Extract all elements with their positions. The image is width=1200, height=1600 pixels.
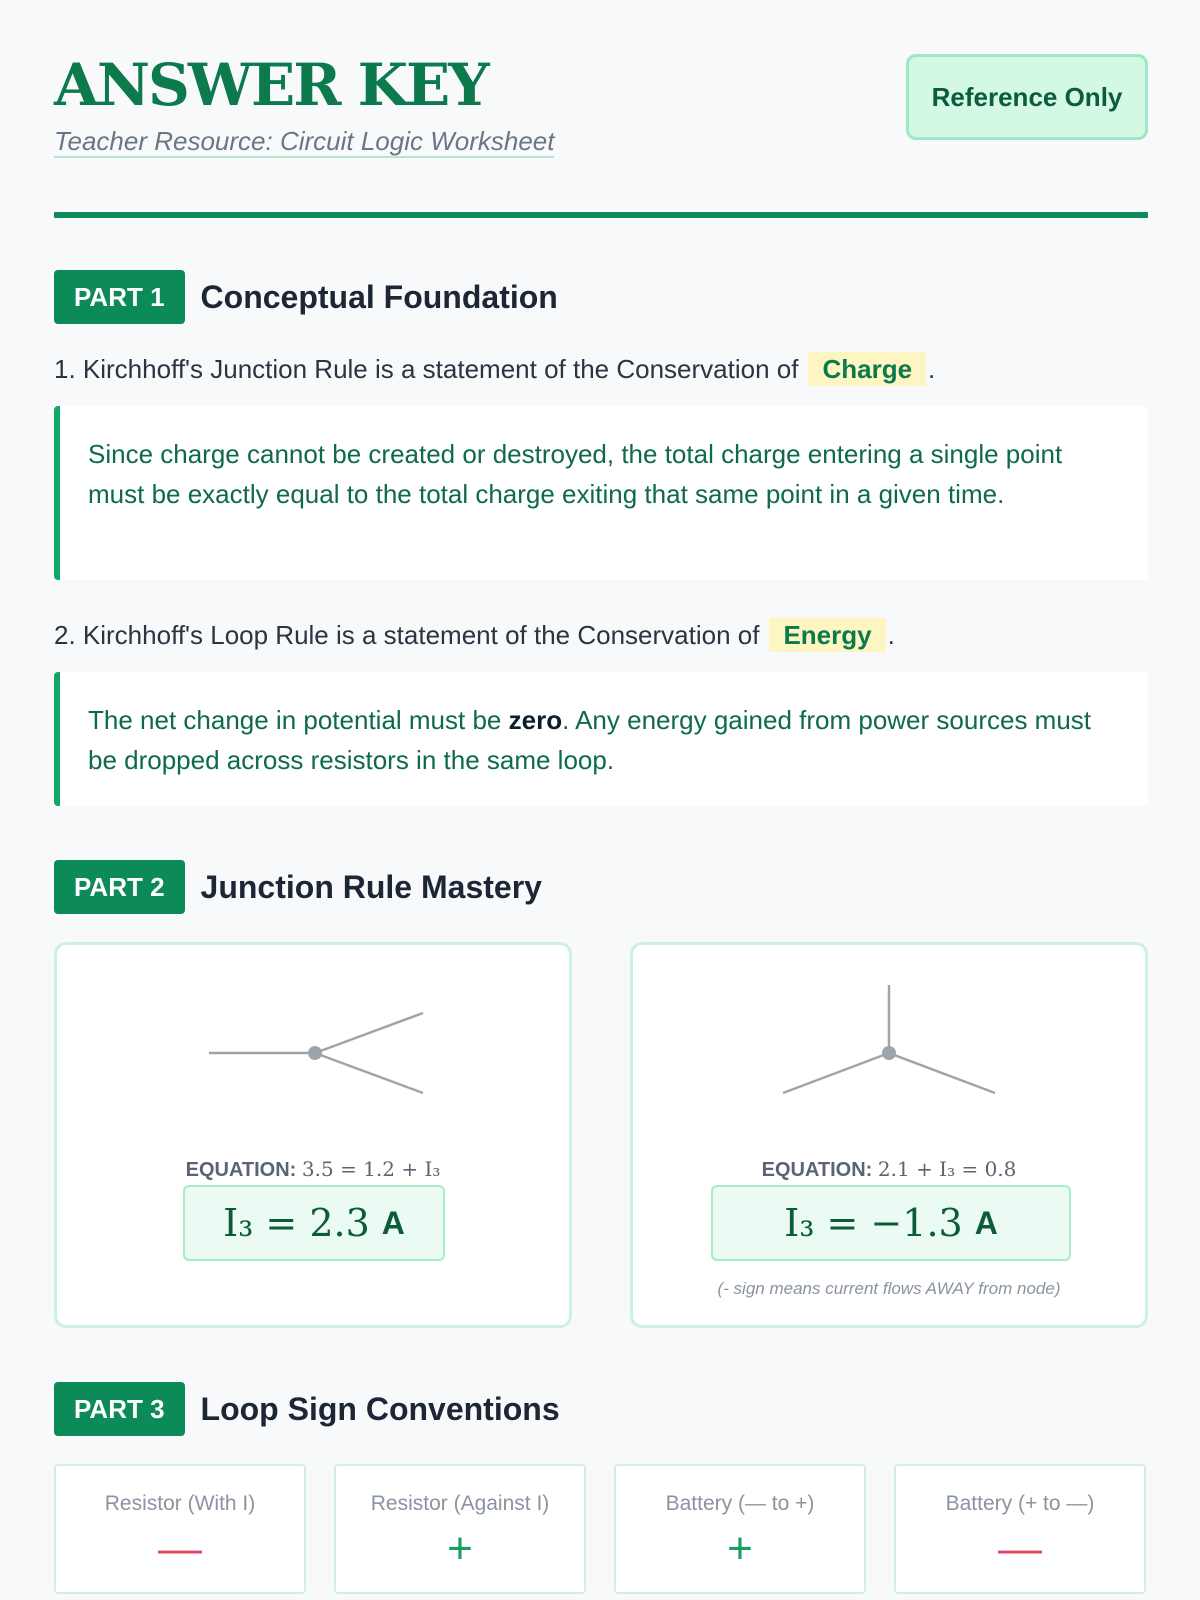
- explanation-2-bold: zero: [508, 705, 563, 735]
- sign-card-label: Resistor (Against I): [370, 1492, 550, 1515]
- result-box-1: [183, 1185, 445, 1261]
- question-2-end: .: [887, 619, 895, 650]
- page-subtitle: Teacher Resource: Circuit Logic Worksheet: [54, 126, 555, 156]
- plus-sign: +: [727, 1524, 753, 1573]
- part3-title: Loop Sign Conventions: [200, 1390, 560, 1427]
- result-unit: A: [974, 1204, 998, 1241]
- question-2-text: 2. Kirchhoff's Loop Rule is a statement of the Conservation of: [54, 619, 760, 650]
- sign-note: (- sign means current flows AWAY from node): [717, 1279, 1061, 1298]
- result-unit: A: [381, 1204, 405, 1241]
- reference-badge: Reference Only: [906, 54, 1148, 140]
- wire-right: [889, 1053, 995, 1093]
- junction-node: [882, 1046, 896, 1060]
- sign-card-battery-neg-to-pos: [614, 1464, 866, 1594]
- junction-diagram-1: [57, 945, 569, 1145]
- equation-key: EQUATION:: [185, 1159, 297, 1181]
- equation-key: EQUATION:: [761, 1159, 873, 1181]
- equation-label-2: [633, 1157, 1145, 1182]
- part2-title: Junction Rule Mastery: [200, 868, 542, 905]
- junction-node: [308, 1046, 322, 1060]
- equation-value: 3.5 = 1.2 + I₃: [301, 1157, 441, 1181]
- wire-out-upper: [315, 1013, 423, 1053]
- question-1-end: .: [928, 353, 936, 384]
- wire-left: [783, 1053, 889, 1093]
- sign-card-label: Resistor (With I): [104, 1492, 256, 1515]
- explanation-2-pre: The net change in potential must be: [88, 705, 509, 735]
- minus-sign: —: [998, 1524, 1042, 1573]
- explanation-2-post: . Any energy gained from power sources must be dropped across resistors in the same loop.: [88, 705, 1092, 775]
- explanation-1: Since charge cannot be created or destroyed, the total charge entering a single point must be exactly equal to the total charge exiting that same point in a given time.: [54, 406, 1148, 580]
- result-value: I₃ = 2.3: [223, 1201, 370, 1245]
- part3-heading: [54, 1382, 560, 1436]
- question-1: [54, 352, 935, 386]
- junction-card-1: [54, 942, 572, 1328]
- part1-pill: PART 1: [54, 270, 185, 324]
- minus-sign: —: [158, 1524, 202, 1573]
- wire-out-lower: [315, 1053, 423, 1093]
- part1-title: Conceptual Foundation: [200, 278, 558, 315]
- page-title: ANSWER KEY: [54, 51, 488, 119]
- question-1-answer: Charge: [808, 352, 926, 386]
- question-2: [54, 618, 895, 652]
- question-2-answer: Energy: [769, 618, 885, 652]
- sign-card-resistor-against: [334, 1464, 586, 1594]
- answer-key-page: [54, 0, 1148, 1573]
- junction-card-2: [630, 942, 1148, 1328]
- result-value: I₃ = −1.3: [784, 1201, 963, 1245]
- result-box-2: [711, 1185, 1071, 1261]
- sign-card-label: Battery (+ to —): [945, 1492, 1095, 1515]
- header: [54, 0, 1148, 220]
- equation-value: 2.1 + I₃ = 0.8: [877, 1157, 1017, 1181]
- equation-label-1: [57, 1157, 569, 1182]
- part2-heading: [54, 860, 542, 914]
- explanation-2: [54, 672, 1148, 806]
- sign-card-resistor-with: [54, 1464, 306, 1594]
- question-1-text: 1. Kirchhoff's Junction Rule is a statement of the Conservation of: [54, 353, 799, 384]
- part1-heading: [54, 270, 558, 324]
- part3-pill: PART 3: [54, 1382, 185, 1436]
- junction-diagram-2: [633, 945, 1145, 1145]
- sign-card-battery-pos-to-neg: [894, 1464, 1146, 1594]
- sign-card-label: Battery (— to +): [665, 1492, 815, 1515]
- header-divider: [54, 212, 1148, 218]
- part2-pill: PART 2: [54, 860, 185, 914]
- plus-sign: +: [447, 1524, 473, 1573]
